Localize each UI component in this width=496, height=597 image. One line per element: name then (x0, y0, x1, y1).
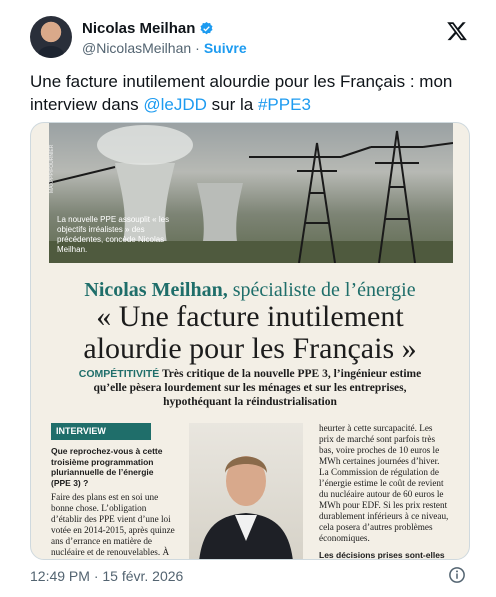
tweet-timestamp[interactable]: 12:49 PM · 15 févr. 2026 (30, 568, 184, 584)
tweet-header (30, 14, 482, 60)
article-lede (61, 367, 439, 409)
photo-credit: MAXPPP/FOURNIER (49, 144, 55, 193)
info-icon[interactable] (448, 566, 466, 584)
portrait-photo (189, 423, 303, 560)
hashtag-link[interactable]: #PPE3 (257, 95, 311, 114)
photo-caption: La nouvelle PPE assouplit « les objectifs irréalistes » des précédentes, concède Nicolas Meilhan. (57, 215, 170, 254)
author-handle-row (82, 40, 247, 56)
headline-line-1: « Une facture inutilement (96, 300, 404, 333)
article-byline (31, 279, 469, 302)
author-handle[interactable]: @NicolasMeilhan (82, 40, 192, 56)
headline-line-2: alourdie pour les Français » (83, 332, 417, 365)
byline-name: Nicolas Meilhan, (84, 279, 228, 301)
mention-link[interactable]: @leJDD (143, 95, 207, 114)
question-2: Les décisions prises sont-elles (319, 550, 445, 560)
question-1: Que reprochez-vous à cette troisième programmation pluriannuelle de l’énergie (PPE 3) ? (51, 446, 163, 488)
article-column-left (51, 423, 175, 560)
handle-separator: · (195, 40, 200, 56)
lede-text: Très critique de la nouvelle PPE 3, l’ingénieur estime qu’elle pèsera lourdement sur les ménages et sur les entreprises, hypothéquant la réindustrialisation (93, 368, 422, 408)
portrait-illustration (189, 423, 303, 560)
x-logo-icon[interactable] (446, 20, 468, 42)
lede-tag: COMPÉTITIVITÉ (78, 368, 160, 380)
article-headline (31, 301, 469, 365)
verified-badge-icon (199, 21, 214, 36)
tweet-text (30, 70, 470, 116)
interview-tag: INTERVIEW (51, 423, 151, 440)
answer-1: Faire des plans est en soi une bonne chose. L’obligation d’établir des PPE vient d’une loi votée en 2014-2015, après quinze ans d’errance en matière de nucléaire et de renouvelables. À (51, 492, 175, 557)
tweet-text-part2: sur la (206, 95, 258, 114)
avatar[interactable] (30, 16, 72, 58)
article-column-right (319, 423, 449, 560)
author-name-row (82, 20, 214, 37)
follow-button[interactable]: Suivre (203, 40, 247, 56)
right-column-text: heurter à cette surcapacité. Les prix de marché sont parfois très bas, voire proches de 10 euros le MWh certaines journées d’hiver. La Commission de régulation de l’énergie estime le coût de revient du nucléaire autour de 60 euros le MWh pour EDF. Si les prix restent durablement inférieurs à ce niveau, cela posera d’autres problèmes économiques. (319, 423, 449, 543)
tweet-text-part1: Une facture inutilement alourdie pour les Français : mon interview dans (30, 72, 453, 114)
byline-role: spécialiste de l’énergie (227, 279, 416, 301)
author-name[interactable]: Nicolas Meilhan (82, 20, 196, 37)
article-photo (49, 123, 453, 263)
tweet-media-image[interactable] (30, 122, 470, 560)
